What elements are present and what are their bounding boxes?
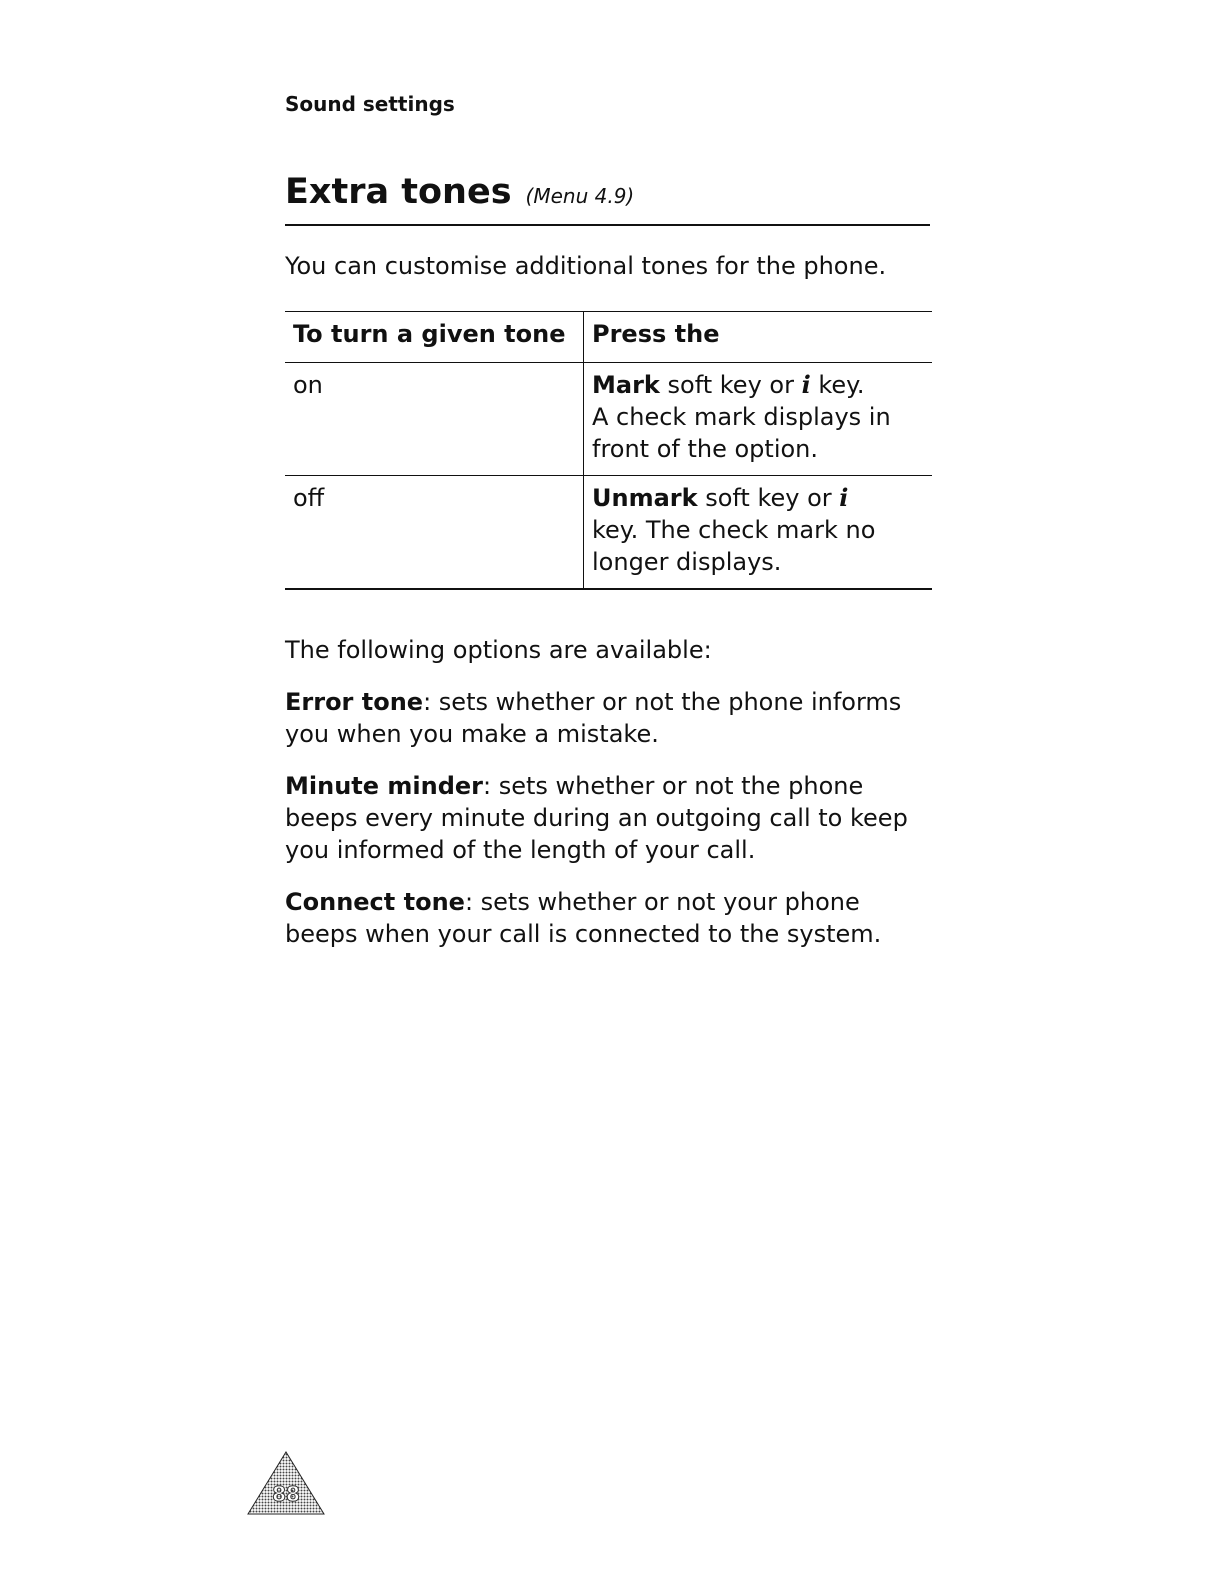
action-text: soft key or — [659, 371, 802, 399]
table-cell-action — [584, 476, 933, 590]
options-lead: The following options are available: — [285, 636, 712, 664]
page-number-badge — [246, 1450, 326, 1516]
table-header-state: To turn a given tone — [285, 312, 584, 363]
option-item — [285, 886, 935, 950]
table-row — [285, 363, 932, 476]
table-cell-action — [584, 363, 933, 476]
option-term: Minute minder — [285, 772, 483, 800]
title-main: Extra tones — [285, 172, 512, 212]
table-cell-state: off — [285, 476, 584, 590]
option-desc: sets whether or not the phone beeps every minute during an outgoing call to keep you informed of the length of your call. — [285, 772, 908, 864]
action-text: A check mark displays in — [592, 403, 891, 431]
option-item — [285, 770, 935, 866]
i-key-icon: i — [839, 483, 849, 512]
action-text: soft key or — [697, 484, 840, 512]
option-term: Connect tone — [285, 888, 465, 916]
i-key-icon: i — [801, 370, 811, 399]
tone-table — [285, 311, 932, 590]
option-item — [285, 686, 935, 750]
menu-reference: (Menu 4.9) — [525, 184, 635, 208]
softkey-label: Mark — [592, 371, 660, 399]
table-cell-state: on — [285, 363, 584, 476]
page-number: 88 — [272, 1482, 300, 1506]
action-text: longer displays. — [592, 548, 782, 576]
section-header: Sound settings — [285, 92, 455, 116]
page-title — [285, 172, 930, 226]
intro-text: You can customise additional tones for the phone. — [285, 252, 887, 280]
option-term: Error tone — [285, 688, 424, 716]
option-separator: : — [483, 772, 499, 800]
action-text: key. — [810, 371, 865, 399]
table-header-action: Press the — [592, 320, 720, 348]
option-separator: : — [423, 688, 439, 716]
option-desc: sets whether or not your phone beeps when your call is connected to the system. — [285, 888, 882, 948]
table-row — [285, 476, 932, 590]
action-text: front of the option. — [592, 435, 819, 463]
option-separator: : — [464, 888, 481, 916]
table-header-row — [285, 312, 932, 363]
action-text: key. The check mark no — [592, 516, 876, 544]
option-desc: sets whether or not the phone informs you when you make a mistake. — [285, 688, 902, 748]
options-section — [285, 634, 935, 970]
softkey-label: Unmark — [592, 484, 698, 512]
